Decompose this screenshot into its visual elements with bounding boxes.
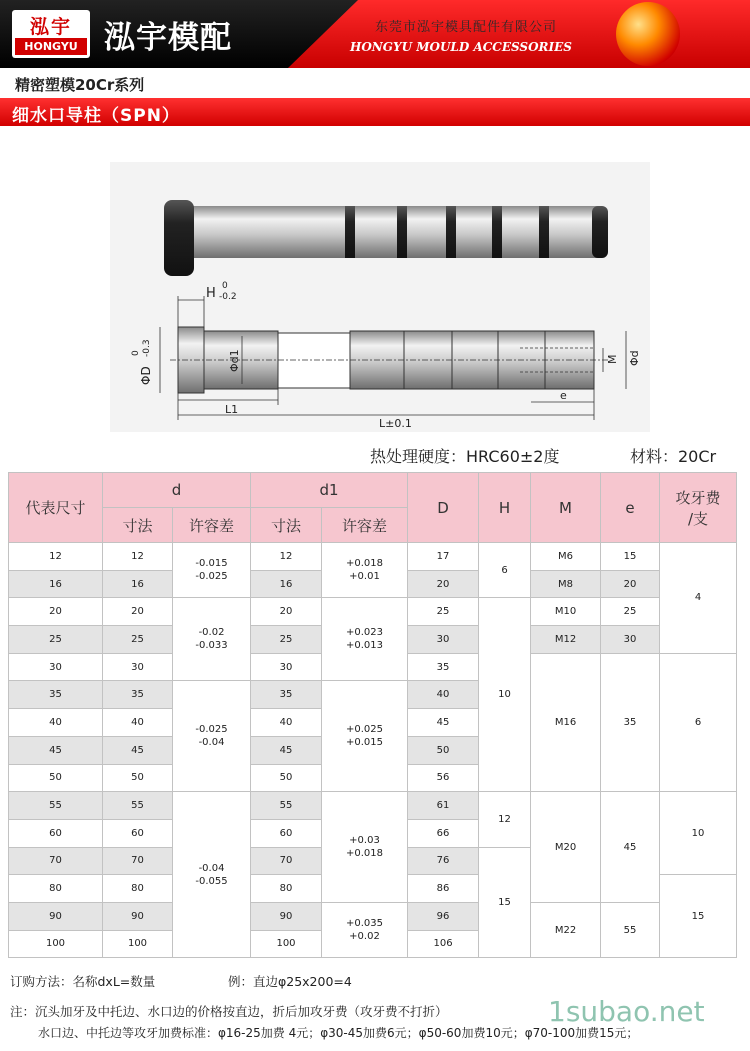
guide-pillar-illustration [0, 0, 750, 440]
dim-m: M [606, 354, 619, 364]
header-d1: d1 [251, 473, 408, 508]
brand-name: 泓宇模配 [104, 20, 232, 56]
material-spec: 材料：20Cr [630, 447, 717, 466]
cell-d-size: 35 [103, 681, 173, 709]
cell-D: 61 [408, 792, 479, 820]
cell-d-size: 90 [103, 902, 173, 930]
cell-d1-size: 30 [251, 653, 322, 681]
dim-e: e [560, 389, 567, 402]
cell-code: 45 [9, 736, 103, 764]
cell-H: 12 [479, 792, 531, 847]
cell-D: 40 [408, 681, 479, 709]
cell-H: 10 [479, 598, 531, 792]
header-e: e [601, 473, 660, 543]
cell-e: 25 [601, 598, 660, 626]
cell-D: 66 [408, 819, 479, 847]
cell-code: 12 [9, 543, 103, 571]
header-D: D [408, 473, 479, 543]
header-d1-size: 寸法 [251, 508, 322, 543]
cell-M: M10 [531, 598, 601, 626]
cell-d-tol: -0.025 -0.04 [173, 681, 251, 792]
cell-d-size: 70 [103, 847, 173, 875]
order-example: 例：直边φ25x200=4 [228, 974, 352, 989]
order-method: 订购方法：名称dxL=数量 [10, 974, 156, 989]
dim-d-tol-top: 0 [131, 350, 141, 356]
cell-fee: 15 [660, 875, 737, 958]
cell-M: M16 [531, 653, 601, 791]
cell-d-size: 60 [103, 819, 173, 847]
cell-D: 106 [408, 930, 479, 958]
cell-D: 86 [408, 875, 479, 903]
cell-d1-size: 25 [251, 626, 322, 654]
cell-d-size: 16 [103, 570, 173, 598]
cell-d1-size: 16 [251, 570, 322, 598]
cell-e: 30 [601, 626, 660, 654]
dim-d1: Φd1 [228, 349, 241, 372]
pillar-photo [164, 200, 608, 276]
cell-d1-size: 100 [251, 930, 322, 958]
cell-e: 35 [601, 653, 660, 791]
dim-h-tol-top: 0 [222, 281, 228, 291]
cell-e: 20 [601, 570, 660, 598]
cell-d-size: 40 [103, 709, 173, 737]
dim-h: H [206, 286, 216, 301]
header-H: H [479, 473, 531, 543]
cell-M: M20 [531, 792, 601, 903]
cell-code: 16 [9, 570, 103, 598]
cell-d1-tol: +0.023 +0.013 [322, 598, 408, 681]
cell-d-size: 12 [103, 543, 173, 571]
cell-D: 50 [408, 736, 479, 764]
cell-d-size: 50 [103, 764, 173, 792]
header-d-tol: 许容差 [173, 508, 251, 543]
cell-d1-size: 40 [251, 709, 322, 737]
cell-D: 76 [408, 847, 479, 875]
cell-code: 30 [9, 653, 103, 681]
cell-code: 40 [9, 709, 103, 737]
cell-H: 6 [479, 543, 531, 598]
cell-e: 45 [601, 792, 660, 903]
cell-D: 56 [408, 764, 479, 792]
cell-d-size: 100 [103, 930, 173, 958]
header-d-size: 寸法 [103, 508, 173, 543]
cell-fee: 6 [660, 653, 737, 791]
cell-d-size: 80 [103, 875, 173, 903]
dim-dd: Φd [628, 350, 641, 366]
company-name-en: HONGYU MOULD ACCESSORIES [350, 40, 572, 54]
company-name-cn: 东莞市泓宇模具配件有限公司 [375, 20, 558, 35]
cell-H: 15 [479, 847, 531, 958]
cell-d1-tol: +0.018 +0.01 [322, 543, 408, 598]
cell-d1-size: 70 [251, 847, 322, 875]
series-title: 精密塑模20Cr系列 [15, 76, 145, 94]
cell-d-size: 55 [103, 792, 173, 820]
note-line-2: 水口边、中托边等攻牙加费标准：φ16-25加费 4元；φ30-45加费6元；φ50-60加费10元；φ70-100加费15元； [38, 1026, 639, 1040]
cell-d-tol: -0.04 -0.055 [173, 792, 251, 958]
cell-code: 60 [9, 819, 103, 847]
cell-code: 25 [9, 626, 103, 654]
header-fee: 攻牙费 /支 [660, 473, 737, 543]
product-title: 细水口导柱（SPN） [12, 106, 180, 126]
cell-d1-tol: +0.025 +0.015 [322, 681, 408, 792]
cell-M: M6 [531, 543, 601, 571]
cell-fee: 4 [660, 543, 737, 654]
cell-D: 30 [408, 626, 479, 654]
header-code: 代表尺寸 [9, 473, 103, 543]
watermark: 1subao.net [548, 995, 705, 1028]
cell-code: 100 [9, 930, 103, 958]
cell-D: 35 [408, 653, 479, 681]
cell-d-size: 45 [103, 736, 173, 764]
logo-cn-text: 泓宇 [29, 16, 72, 38]
spec-table [8, 472, 737, 958]
cell-d1-size: 60 [251, 819, 322, 847]
cell-code: 80 [9, 875, 103, 903]
cell-D: 45 [408, 709, 479, 737]
cell-d1-size: 20 [251, 598, 322, 626]
cell-d1-size: 50 [251, 764, 322, 792]
cell-code: 35 [9, 681, 103, 709]
cell-d1-size: 35 [251, 681, 322, 709]
cell-code: 55 [9, 792, 103, 820]
cell-d-tol: -0.02 -0.033 [173, 598, 251, 681]
cell-d-tol: -0.015 -0.025 [173, 543, 251, 598]
cell-d1-tol: +0.035 +0.02 [322, 902, 408, 957]
cell-d1-tol: +0.03 +0.018 [322, 792, 408, 903]
cell-d1-size: 45 [251, 736, 322, 764]
cell-fee: 10 [660, 792, 737, 875]
cell-code: 70 [9, 847, 103, 875]
hardness-spec: 热处理硬度：HRC60±2度 [370, 447, 560, 466]
dim-d: ΦD [139, 366, 153, 385]
cell-code: 20 [9, 598, 103, 626]
dim-d-tol-bottom: -0.3 [142, 339, 152, 357]
logo-en-text: HONGYU [15, 38, 87, 55]
cell-e: 15 [601, 543, 660, 571]
cell-code: 90 [9, 902, 103, 930]
header-d1-tol: 许容差 [322, 508, 408, 543]
cell-code: 50 [9, 764, 103, 792]
cell-D: 17 [408, 543, 479, 571]
dim-l1: L1 [225, 403, 239, 416]
cell-M: M8 [531, 570, 601, 598]
cell-d-size: 25 [103, 626, 173, 654]
cell-M: M12 [531, 626, 601, 654]
cell-d1-size: 55 [251, 792, 322, 820]
cell-e: 55 [601, 902, 660, 957]
cell-d1-size: 90 [251, 902, 322, 930]
cell-d1-size: 80 [251, 875, 322, 903]
cell-d-size: 20 [103, 598, 173, 626]
cell-D: 20 [408, 570, 479, 598]
dim-h-tol-bottom: -0.2 [219, 292, 237, 302]
dim-l: L±0.1 [379, 417, 412, 430]
cell-d-size: 30 [103, 653, 173, 681]
cell-M: M22 [531, 902, 601, 957]
header-d: d [103, 473, 251, 508]
note-line-1: 注：沉头加牙及中托边、水口边的价格按直边，折后加攻牙费（攻牙费不打折） [10, 1004, 448, 1019]
header-M: M [531, 473, 601, 543]
cell-D: 96 [408, 902, 479, 930]
cell-d1-size: 12 [251, 543, 322, 571]
cell-D: 25 [408, 598, 479, 626]
